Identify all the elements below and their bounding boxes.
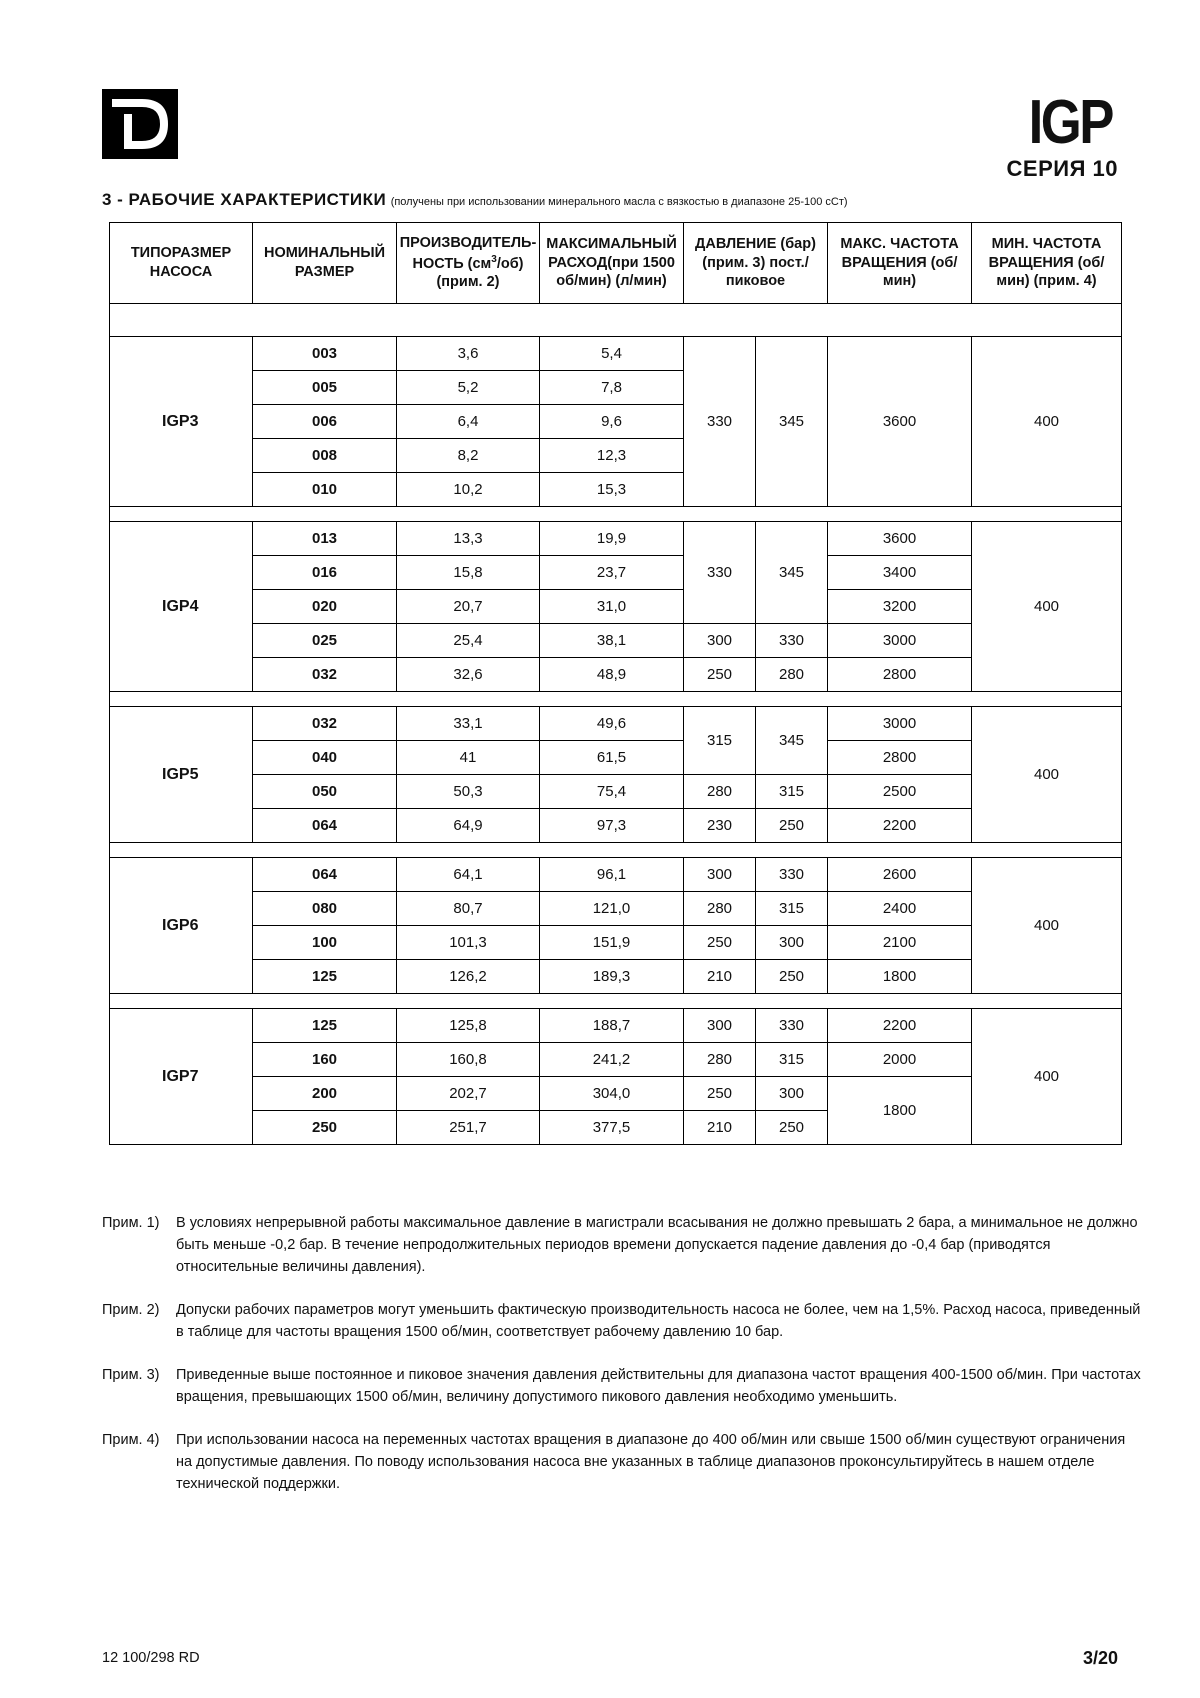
table-row: IGP3 003 3,6 5,4 330 345 3600 400: [110, 337, 1122, 371]
spacer-row: [110, 843, 1122, 858]
table-row: 100 101,3 151,9 250 300 2100: [110, 926, 1122, 960]
table-row: IGP6 064 64,1 96,1 300 330 2600 400: [110, 858, 1122, 892]
note-4: Прим. 4) При использовании насоса на переменных частотах вращения в диапазоне до 400 об/мин или свыше 1500 об/мин существуют ограничения на допустимые давления. По поводу использования насоса вне указанных в таблице диапазонов проконсультируйтесь в нашем отделе технической поддержки.: [102, 1432, 1126, 1492]
family-igp5: IGP5: [110, 707, 253, 843]
table-row: 064 64,9 97,3 230 250 2200: [110, 809, 1122, 843]
spacer-row: [110, 994, 1122, 1009]
col-max-speed: МАКС. ЧАСТОТА ВРАЩЕНИЯ (об/мин): [828, 223, 972, 304]
table-row: 006 6,4 9,6: [110, 405, 1122, 439]
table-row: 050 50,3 75,4 280 315 2500: [110, 775, 1122, 809]
table-header-row: [110, 223, 1122, 304]
table-row: IGP5 032 33,1 49,6 315 345 3000 400: [110, 707, 1122, 741]
spacer-row: [110, 692, 1122, 707]
col-type-size: ТИПОРАЗМЕР НАСОСА: [110, 223, 253, 304]
table-row: 010 10,2 15,3: [110, 473, 1122, 507]
page-number: 3/20: [1082, 1648, 1118, 1668]
product-title: IGP: [1028, 88, 1112, 157]
spacer-row: [110, 507, 1122, 522]
section-title: 3 - РАБОЧИЕ ХАРАКТЕРИСТИКИ: [102, 190, 387, 209]
col-max-flow: МАКСИМАЛЬНЫЙ РАСХОД(при 1500 об/мин) (л/мин): [540, 223, 684, 304]
col-displacement: ПРОИЗВОДИТЕЛЬ- НОСТЬ $(см^3/об)$ (прим. 2): [397, 223, 540, 304]
doc-code: 12 100/298 RD: [102, 1650, 200, 1666]
family-igp6: IGP6: [110, 858, 253, 994]
table-row: 040 41 61,5 2800: [110, 741, 1122, 775]
company-logo: [102, 89, 178, 159]
col-nominal-size: НОМИНАЛЬНЫЙ РАЗМЕР: [253, 223, 397, 304]
table-row: 016 15,8 23,7 3400: [110, 556, 1122, 590]
table-row: 200 202,7 304,0 250 300 1800: [110, 1077, 1122, 1111]
section-heading: [102, 190, 848, 210]
table-row: 160 160,8 241,2 280 315 2000: [110, 1043, 1122, 1077]
table-row: IGP7 125 125,8 188,7 300 330 2200 400: [110, 1009, 1122, 1043]
table-row: IGP4 013 13,3 19,9 330 345 3600 400: [110, 522, 1122, 556]
col-min-speed: МИН. ЧАСТОТА ВРАЩЕНИЯ (об/мин) (прим. 4): [972, 223, 1122, 304]
blank-band: [110, 304, 1122, 337]
notes-section: [102, 1212, 1142, 1516]
table-row: 008 8,2 12,3: [110, 439, 1122, 473]
note-2: Прим. 2) Допуски рабочих параметров могут уменьшить фактическую производительность насоса не более, чем на 1,5%. Расход насоса, приведенный в таблице для частоты вращения 1500 об/мин, соответствует рабочему давлению 10 бар.: [102, 1302, 1141, 1340]
family-igp4: IGP4: [110, 522, 253, 692]
section-subtitle: (получены при использовании минерального масла с вязкостью в диапазоне 25-100 сСт): [390, 196, 848, 208]
note-1: Прим. 1) В условиях непрерывной работы максимальное давление в магистрали всасывания не должно превышать 2 бара, а минимальное не должно быть меньше -0,2 бар. В течение непродолжительных периодов времени допускается падение давления до -0,4 бар (приводятся относительные величины давления).: [102, 1215, 1138, 1275]
table-row: 125 126,2 189,3 210 250 1800: [110, 960, 1122, 994]
performance-table: [109, 222, 1122, 1145]
table-row: 005 5,2 7,8: [110, 371, 1122, 405]
table-row: 250 251,7 377,5 210 250: [110, 1111, 1122, 1145]
table-row: 025 25,4 38,1 300 330 3000: [110, 624, 1122, 658]
note-3: Прим. 3) Приведенные выше постоянное и пиковое значения давления действительны для диапазона частот вращения 400-1500 об/мин. При частотах вращения, превышающих 1500 об/мин, величину допустимого пикового давления необходимо уменьшить.: [102, 1367, 1141, 1405]
table-row: 080 80,7 121,0 280 315 2400: [110, 892, 1122, 926]
col-pressure: ДАВЛЕНИЕ (бар) (прим. 3) пост./пиковое: [684, 223, 828, 304]
series-label: СЕРИЯ 10: [1006, 156, 1118, 181]
table-row: 020 20,7 31,0 3200: [110, 590, 1122, 624]
table-row: 032 32,6 48,9 250 280 2800: [110, 658, 1122, 692]
family-igp7: IGP7: [110, 1009, 253, 1145]
family-igp3: IGP3: [110, 337, 253, 507]
